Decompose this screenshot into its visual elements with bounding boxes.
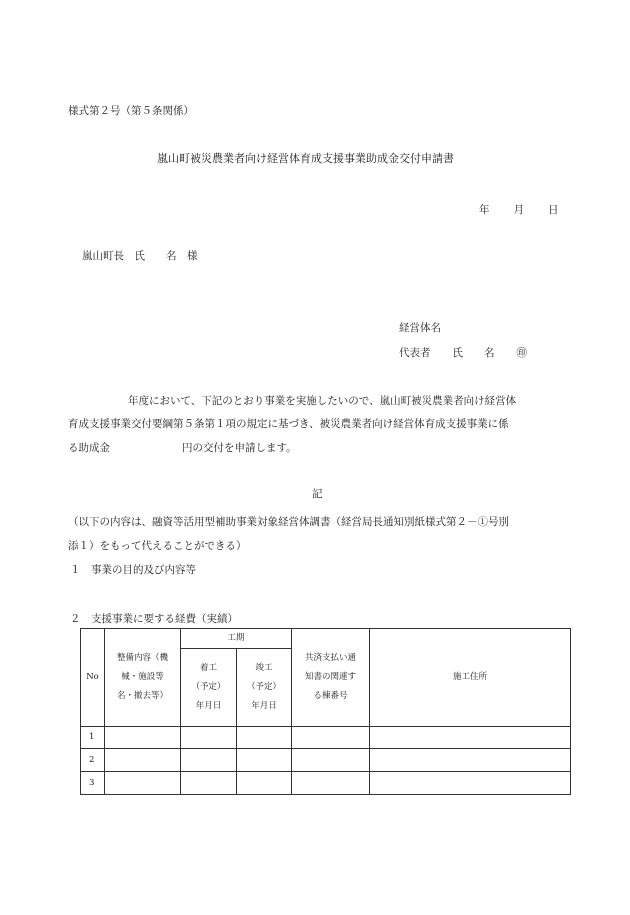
header-start-line: 年月日 <box>195 701 222 711</box>
header-content <box>105 629 181 727</box>
header-start <box>181 649 237 727</box>
table-cell <box>105 772 181 795</box>
header-address: 施工住所 <box>370 629 571 727</box>
representative-name-label: 氏 名 <box>452 347 495 359</box>
ki-heading: 記 <box>312 488 323 500</box>
table-row <box>81 749 571 772</box>
date-month: 月 <box>513 204 524 216</box>
date-line <box>479 203 559 217</box>
header-no: No <box>81 629 105 727</box>
row-number: 2 <box>81 749 105 772</box>
table-cell <box>237 749 292 772</box>
header-end-line: 竣工 <box>255 663 273 673</box>
form-number-label: 様式第２号（第５条関係） <box>68 105 194 117</box>
representative-line <box>399 346 527 360</box>
table-cell <box>292 772 370 795</box>
table-cell <box>105 749 181 772</box>
section-1-heading: １ 事業の目的及び内容等 <box>70 564 196 576</box>
table-cell <box>292 727 370 749</box>
header-content-line: 整備内容（機 <box>116 653 168 663</box>
body-line-2: 育成支援事業交付要綱第５条第１項の規定に基づき、被災農業者向け経営体育成支援事業に係 <box>68 418 509 430</box>
table-cell <box>370 772 571 795</box>
table-cell <box>370 749 571 772</box>
expense-table <box>80 628 571 795</box>
table-cell <box>105 727 181 749</box>
body-line-3-b: 円の交付を申請します。 <box>182 442 297 454</box>
table-cell <box>370 727 571 749</box>
table-cell <box>181 727 237 749</box>
entity-name-label: 経営体名 <box>399 322 441 334</box>
section-2-heading: ２ 支援事業に要する経費（実績） <box>70 613 238 625</box>
table-cell <box>181 772 237 795</box>
note-line-1: （以下の内容は、融資等活用型補助事業対象経営体調書（経営局長通知別紙様式第２－①号別 <box>68 516 509 528</box>
header-end <box>237 649 292 727</box>
header-notice <box>292 629 370 727</box>
table-cell <box>237 727 292 749</box>
table-row <box>81 727 571 749</box>
table-cell <box>237 772 292 795</box>
date-year: 年 <box>479 204 490 216</box>
note-line-2: 添１）をもって代えることができる） <box>68 540 247 552</box>
table-cell <box>181 749 237 772</box>
addressee: 嵐山町長 氏 名 様 <box>82 250 198 262</box>
body-line-3-a: る助成金 <box>68 442 110 454</box>
header-notice-line: る棟番号 <box>313 691 348 701</box>
representative-label: 代表者 <box>399 347 431 359</box>
body-line-1: 年度において、下記のとおり事業を実施したいので、嵐山町被災農業者向け経営体 <box>128 395 517 407</box>
header-start-line: （予定） <box>191 682 226 692</box>
header-notice-line: 知書の関連す <box>305 672 357 682</box>
date-day: 日 <box>548 204 559 216</box>
header-start-line: 着工 <box>199 663 217 673</box>
row-number: 3 <box>81 772 105 795</box>
header-content-line: 械・施設等 <box>121 672 164 682</box>
table-cell <box>292 749 370 772</box>
seal-mark: ㊞ <box>516 347 527 359</box>
header-end-line: （予定） <box>247 682 282 692</box>
header-period: 工期 <box>181 629 292 649</box>
header-end-line: 年月日 <box>251 701 277 711</box>
header-content-line: 名・撤去等） <box>116 691 168 701</box>
table-row <box>81 772 571 795</box>
header-notice-line: 共済支払い通 <box>305 653 357 663</box>
row-number: 1 <box>81 727 105 749</box>
document-title: 嵐山町被災農業者向け経営体育成支援事業助成金交付申請書 <box>157 152 454 165</box>
body-line-3 <box>68 441 297 455</box>
